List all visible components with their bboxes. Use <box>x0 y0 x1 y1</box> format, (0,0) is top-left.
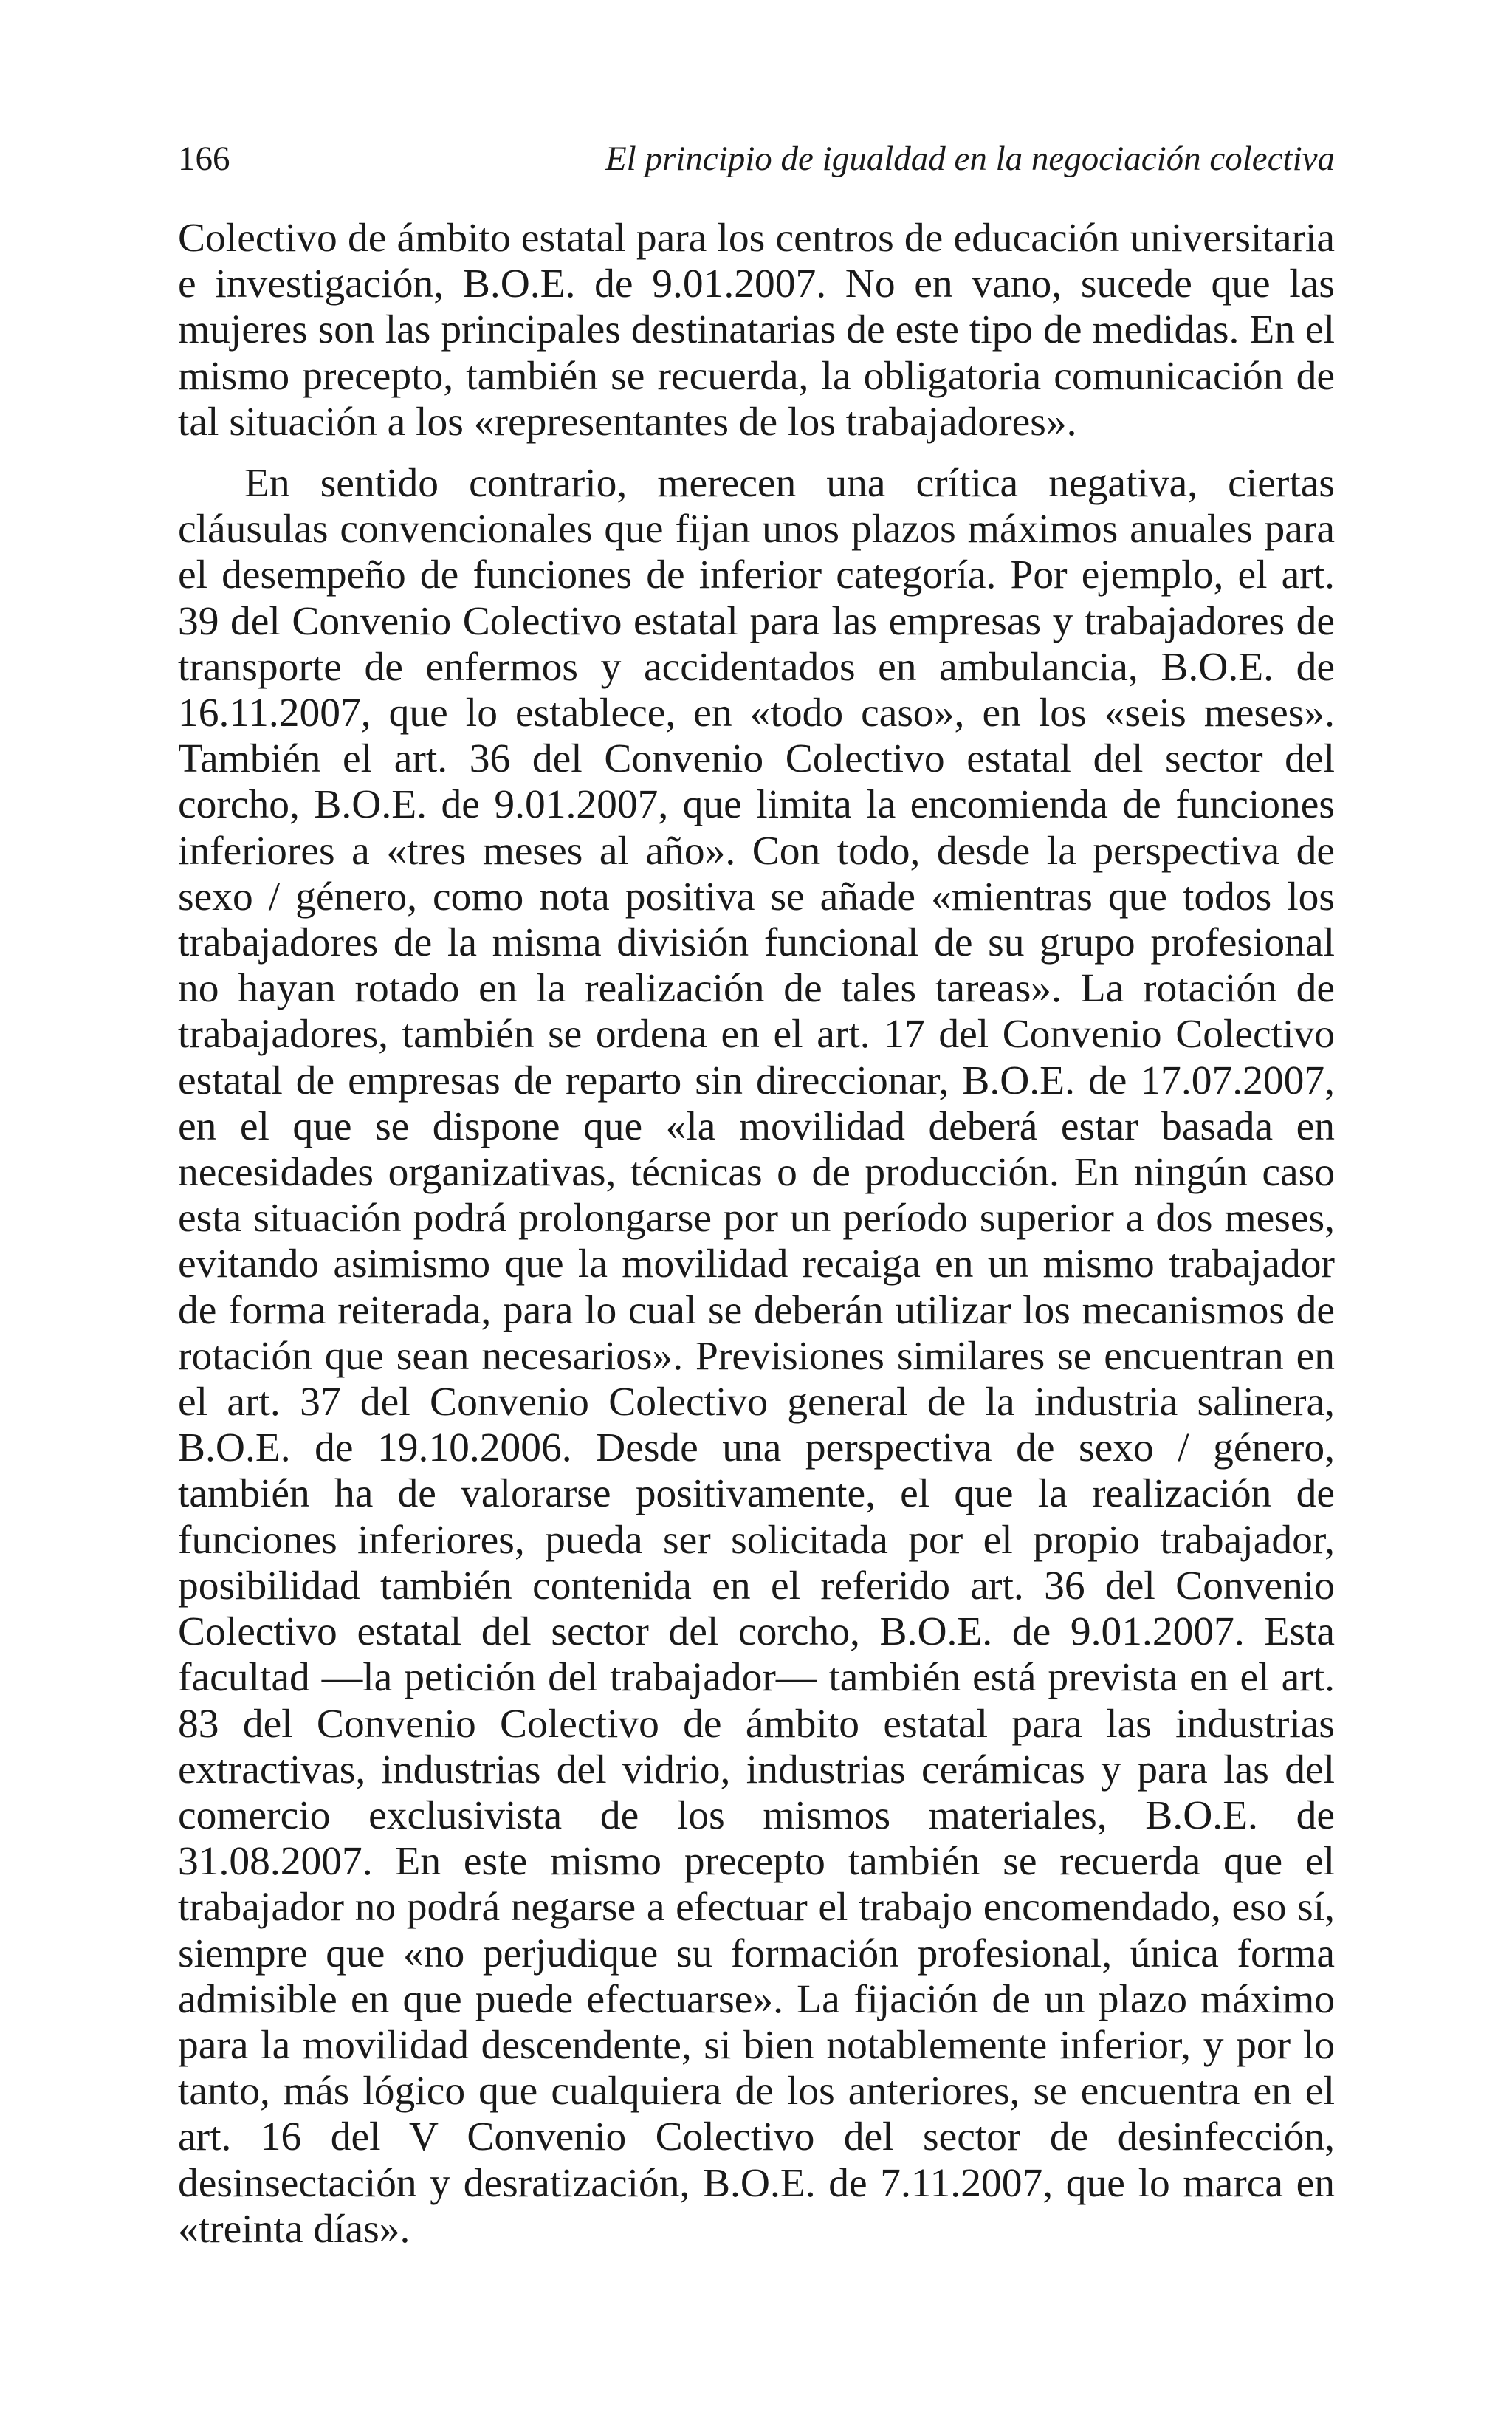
running-header <box>178 133 1335 185</box>
paragraph-continuation: Colectivo de ámbito estatal para los centros de educación universitaria e investigación, B.O.E. de 9.01.2007. No en vano, sucede que las mujeres son las principales destinatarias de este tipo de medidas. En el mismo precepto, también se recuerda, la obligatoria comunicación de tal situación a los «representantes de los trabajadores». <box>178 216 1335 445</box>
running-title: El principio de igualdad en la negociación colectiva <box>605 140 1335 178</box>
book-page <box>178 0 1335 2412</box>
paragraph: En sentido contrario, merecen una crítica negativa, ciertas cláusulas convencionales que fijan unos plazos máximos anuales para el desempeño de funciones de inferior categoría. Por ejemplo, el art. 39 del Convenio Colectivo estatal para las empresas y trabajadores de transporte de enfermos y accidentados en ambulancia, B.O.E. de 16.11.2007, que lo establece, en «todo caso», en los «seis meses». También el art. 36 del Convenio Colectivo estatal del sector del corcho, B.O.E. de 9.01.2007, que limita la encomienda de funciones inferiores a «tres meses al año». Con todo, desde la perspectiva de sexo / género, como nota positiva se añade «mientras que todos los trabajadores de la misma división funcional de su grupo profesional no hayan rotado en la realización de tales tareas». La rotación de trabajadores, también se ordena en el art. 17 del Convenio Colectivo estatal de empresas de reparto sin direccionar, B.O.E. de 17.07.2007, en el que se dispone que «la movilidad deberá estar basada en necesidades organizativas, técnicas o de producción. En ningún caso esta situación podrá prolongarse por un período superior a dos meses, evitando asimismo que la movilidad recaiga en un mismo trabajador de forma reiterada, para lo cual se deberán utilizar los mecanismos de rotación que sean necesarios». Previsiones similares se encuentran en el art. 37 del Convenio Colectivo general de la industria salinera, B.O.E. de 19.10.2006. Desde una perspectiva de sexo / género, también ha de valorarse positivamente, el que la realización de funciones inferiores, pueda ser solicitada por el propio trabajador, posibilidad también contenida en el referido art. 36 del Convenio Colectivo estatal del sector del corcho, B.O.E. de 9.01.2007. Esta facultad —la petición del trabajador— también está prevista en el art. 83 del Convenio Colectivo de ámbito estatal para las industrias extractivas, industrias del vidrio, industrias cerámicas y para las del comercio exclusivista de los mismos materiales, B.O.E. de 31.08.2007. En este mismo precepto también se recuerda que el trabajador no podrá negarse a efectuar el trabajo encomendado, eso sí, siempre que «no perjudique su formación profesional, única forma admisible en que puede efectuarse». La fijación de un plazo máximo para la movilidad descendente, si bien notablemente inferior, y por lo tanto, más lógico que cualquiera de los anteriores, se encuentra en el art. 16 del V Convenio Colectivo del sector de desinfección, desinsectación y desratización, B.O.E. de 7.11.2007, que lo marca en «treinta días». <box>178 461 1335 2252</box>
body-text <box>178 216 1335 2252</box>
page-number: 166 <box>178 140 230 178</box>
